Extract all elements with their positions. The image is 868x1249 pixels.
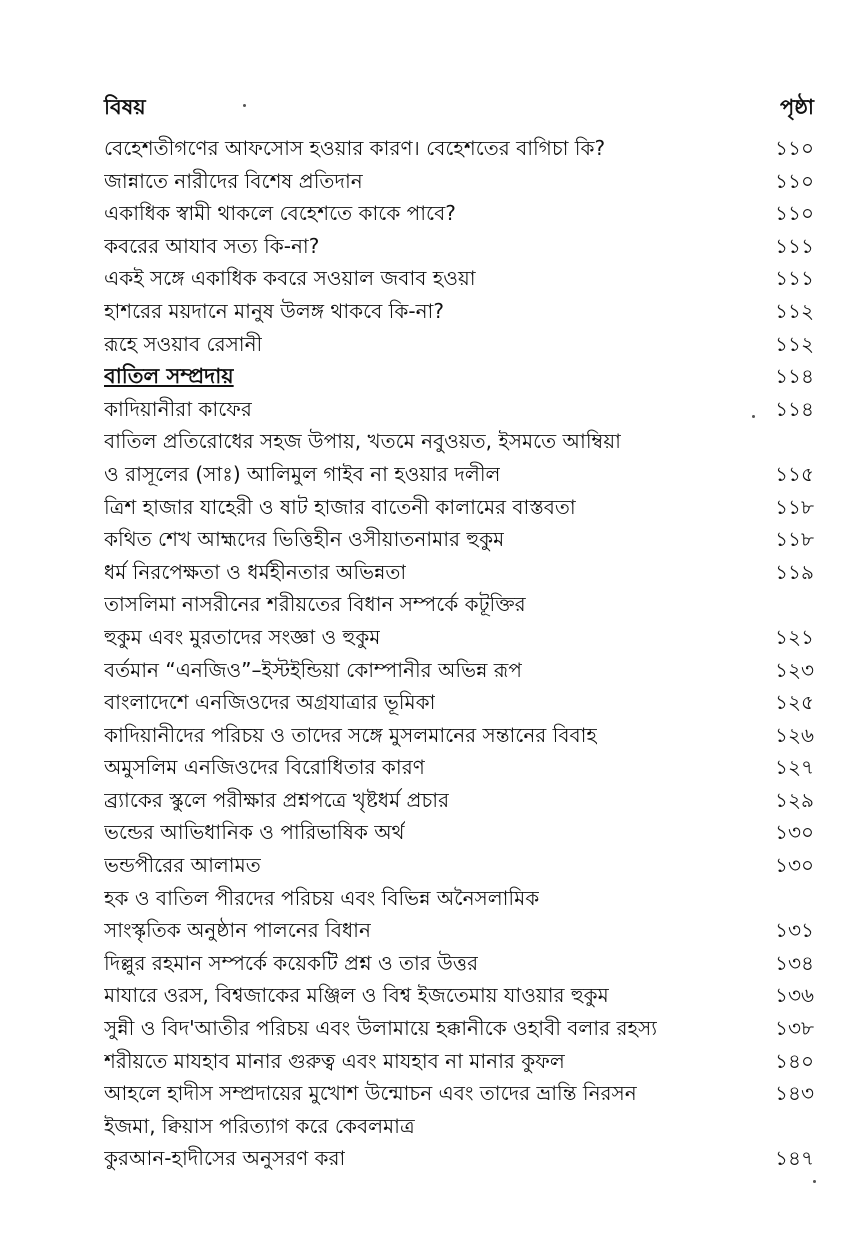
toc-entry-page: ১১৯ [775,559,814,584]
toc-entry [104,1142,814,1175]
toc-entry-title: হক ও বাতিল পীরদের পরিচয় এবং বিভিন্ন অনৈসলামিক [104,885,540,910]
toc-entry-title: কুরআন-হাদীসের অনুসরণ করা [104,1146,346,1171]
toc-entry-page: ১২৬ [775,722,814,747]
toc-entry-title: মাযারে ওরস, বিশ্বজাকের মঞ্জিল ও বিশ্ব ইজতেমায় যাওয়ার হুকুম [104,983,609,1008]
toc-entry-title: ব্র্যাকের স্কুলে পরীক্ষার প্রশ্নপত্রে খৃষ্টধর্ম প্রচার [104,787,450,812]
toc-entry-page: ১২১ [775,624,814,649]
toc-entry [104,654,814,687]
toc-entry-title: ইজমা, ক্বিয়াস পরিত্যাগ করে কেবলমাত্র [104,1113,415,1138]
toc-entry-title: অমুসলিম এনজিওদের বিরোধিতার কারণ [104,755,425,780]
toc-entry-title: কাদিয়ানীদের পরিচয় ও তাদের সঙ্গে মুসলমানের সন্তানের বিবাহ [104,722,597,747]
toc-entry [104,719,814,752]
toc-entry-page: ১১৫ [775,461,814,486]
toc-entry-page: ১২৭ [775,755,814,780]
toc-entry-title: সুন্নী ও বিদ'আতীর পরিচয় এবং উলামায়ে হক্কানীকে ওহাবী বলার রহস্য [104,1016,657,1041]
toc-entry-page: ১৩৪ [775,950,814,975]
print-speck [813,1180,816,1183]
toc-entry-title: একাধিক স্বামী থাকলে বেহেশতে কাকে পাবে? [104,201,456,226]
toc-entry-title: ভন্ডপীরের আলামত [104,853,261,878]
toc-entry [104,751,814,784]
toc-entry [104,882,814,915]
toc-entry-page: ১১০ [775,201,814,226]
toc-entry [104,979,814,1012]
toc-entry [104,1077,814,1110]
toc-list [104,132,814,1175]
toc-entry-title: ত্রিশ হাজার যাহেরী ও ষাট হাজার বাতেনী কালামের বাস্তবতা [104,494,576,519]
toc-entry-title: দিল্লুর রহমান সম্পর্কে কয়েকটি প্রশ্ন ও তার উত্তর [104,950,479,975]
toc-entry-title: ধর্ম নিরপেক্ষতা ও ধর্মহীনতার অভিন্নতা [104,559,407,584]
toc-entry-page: ১৩০ [775,820,814,845]
toc-entry [104,556,814,589]
toc-entry-page: ১১৮ [775,494,814,519]
toc-entry [104,132,814,165]
toc-entry-page: ১৪৭ [775,1146,814,1171]
toc-entry-title: একই সঙ্গে একাধিক কবরে সওয়াল জবাব হওয়া [104,266,476,291]
toc-entry [104,523,814,556]
toc-entry-page: ১২৫ [775,690,814,715]
toc-entry [104,816,814,849]
toc-entry [104,621,814,654]
toc-entry-title: আহলে হাদীস সম্প্রদায়ের মুখোশ উন্মোচন এবং তাদের ভ্রান্তি নিরসন [104,1081,637,1106]
toc-entry-page: ১৩০ [775,853,814,878]
toc-entry-title: সাংস্কৃতিক অনুষ্ঠান পালনের বিধান [104,918,371,943]
toc-entry-title: শরীয়তে মাযহাব মানার গুরুত্ব এবং মাযহাব না মানার কুফল [104,1048,565,1073]
toc-entry-title: কাদিয়ানীরা কাফের [104,396,252,421]
toc-entry-page: ১৪৩ [775,1081,814,1106]
toc-entry-page: ১১০ [775,136,814,160]
toc-entry-page: ১৩১ [775,918,814,943]
toc-entry-title: হাশরের ময়দানে মানুষ উলঙ্গ থাকবে কি-না? [104,298,444,323]
toc-header [104,92,814,126]
toc-entry-title: হুকুম এবং মুরতাদের সংজ্ঞা ও হুকুম [104,624,381,649]
toc-entry-page: ১১০ [775,168,814,193]
toc-entry [104,1045,814,1078]
toc-entry-title: বাংলাদেশে এনজিওদের অগ্রযাত্রার ভূমিকা [104,690,436,715]
toc-entry-page: ১১১ [775,233,814,258]
toc-entry [104,262,814,295]
toc-entry-title: বেহেশতীগণের আফসোস হওয়ার কারণ। বেহেশতের বাগিচা কি? [104,136,606,160]
toc-entry [104,947,814,980]
toc-entry-page: ১৩৮ [775,1016,814,1041]
toc-entry [104,849,814,882]
toc-entry [104,197,814,230]
toc-entry [104,686,814,719]
toc-entry [104,458,814,491]
toc-entry [104,425,814,458]
toc-entry-title: কবরের আযাব সত্য কি-না? [104,233,320,258]
toc-entry [104,914,814,947]
toc-section-heading [104,360,814,393]
toc-entry-title: রূহে সওয়াব রেসানী [104,331,263,356]
print-speck [243,104,246,107]
toc-entry-title: ও রাসূলের (সাঃ) আলিমুল গাইব না হওয়ার দলীল [104,461,501,486]
toc-entry [104,1110,814,1143]
toc-entry-page: ১২৩ [775,657,814,682]
toc-entry-title: কথিত শেখ আহ্মদের ভিত্তিহীন ওসীয়াতনামার হুকুম [104,527,505,552]
page-heading: পৃষ্ঠা [779,95,814,119]
toc-entry [104,165,814,198]
toc-entry [104,588,814,621]
toc-entry [104,230,814,263]
toc-entry-title: বর্তমান “এনজিও”–ইস্টইন্ডিয়া কোম্পানীর অভিন্ন রূপ [104,657,522,682]
toc-entry-page: ১১৮ [775,527,814,552]
toc-entry [104,328,814,361]
toc-entry-page: ১১২ [775,331,814,356]
toc-entry [104,393,814,426]
toc-entry-page: ১৩৬ [775,983,814,1008]
toc-entry-page: ১২৯ [775,787,814,812]
subject-heading: বিষয় [104,95,146,119]
toc-entry [104,491,814,524]
toc-entry-title: ভন্ডের আভিধানিক ও পারিভাষিক অর্থ [104,820,405,845]
toc-entry-title: বাতিল প্রতিরোধের সহজ উপায়, খতমে নবুওয়ত, ইসমতে আম্বিয়া [104,429,621,454]
toc-entry-page: ১১৪ [775,364,814,389]
toc-entry [104,295,814,328]
print-speck [752,415,755,418]
toc-entry-title: বাতিল সম্প্রদায় [104,364,234,389]
toc-entry [104,784,814,817]
toc-entry-page: ১১১ [775,266,814,291]
toc-entry-page: ১১৪ [775,396,814,421]
toc-entry-page: ১৪০ [775,1048,814,1073]
toc-entry-title: জান্নাতে নারীদের বিশেষ প্রতিদান [104,168,363,193]
toc-entry [104,1012,814,1045]
toc-entry-page: ১১২ [775,298,814,323]
toc-entry-title: তাসলিমা নাসরীনের শরীয়তের বিধান সম্পর্কে কটূক্তির [104,592,526,617]
